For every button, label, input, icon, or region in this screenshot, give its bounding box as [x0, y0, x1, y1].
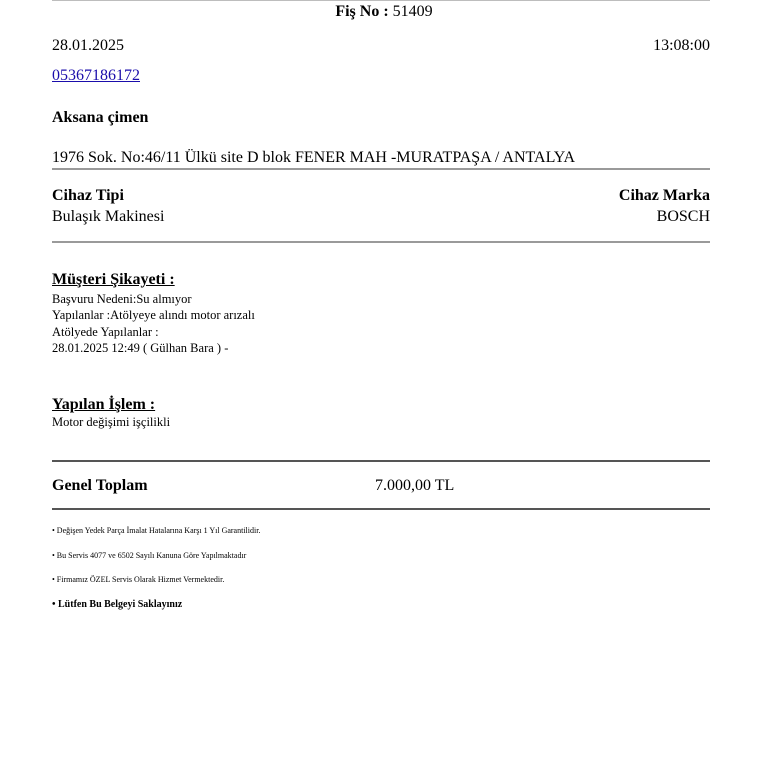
total-value: 7.000,00 TL [375, 477, 455, 494]
address-divider [52, 168, 710, 170]
customer-name: Aksana çimen [52, 109, 149, 126]
complaint-line: Yapılanlar :Atölyeye alındı motor arızalı [52, 308, 255, 322]
note-warranty: • Değişen Yedek Parça İmalat Hatalarına Karşı 1 Yıl Garantilidir. [52, 526, 261, 535]
note-private-service: • Firmamız ÖZEL Servis Olarak Hizmet Vermektedir. [52, 575, 225, 584]
device-type-value: Bulaşık Makinesi [52, 208, 165, 225]
device-divider [52, 241, 710, 243]
top-divider [52, 0, 710, 1]
complaint-line: Atölyede Yapılanlar : [52, 325, 159, 339]
total-label: Genel Toplam [52, 477, 148, 494]
device-type-label: Cihaz Tipi [52, 187, 124, 204]
device-brand-label: Cihaz Marka [618, 187, 710, 204]
customer-address: 1976 Sok. No:46/11 Ülkü site D blok FENER MAH -MURATPAŞA / ANTALYA [52, 149, 576, 166]
receipt-date: 28.01.2025 [52, 37, 124, 54]
receipt-number-label: Fiş No : [335, 3, 389, 20]
receipt-number-line [0, 3, 768, 21]
receipt-number-value: 51409 [392, 3, 433, 20]
work-done-heading: Yapılan İşlem : [52, 396, 156, 413]
complaint-heading: Müşteri Şikayeti : [52, 271, 175, 288]
total-top-divider [52, 460, 710, 462]
customer-phone-link[interactable]: 05367186172 [52, 67, 140, 84]
note-keep-document: • Lütfen Bu Belgeyi Saklayınız [52, 599, 183, 610]
receipt-time: 13:08:00 [653, 37, 710, 54]
complaint-line: Başvuru Nedeni:Su almıyor [52, 292, 192, 306]
device-brand-value: BOSCH [656, 208, 710, 225]
complaint-line: 28.01.2025 12:49 ( Gülhan Bara ) - [52, 341, 229, 355]
note-law: • Bu Servis 4077 ve 6502 Sayılı Kanuna Göre Yapılmaktadır [52, 551, 247, 560]
work-done-value: Motor değişimi işçilikli [52, 415, 171, 429]
total-bottom-divider [52, 508, 710, 510]
